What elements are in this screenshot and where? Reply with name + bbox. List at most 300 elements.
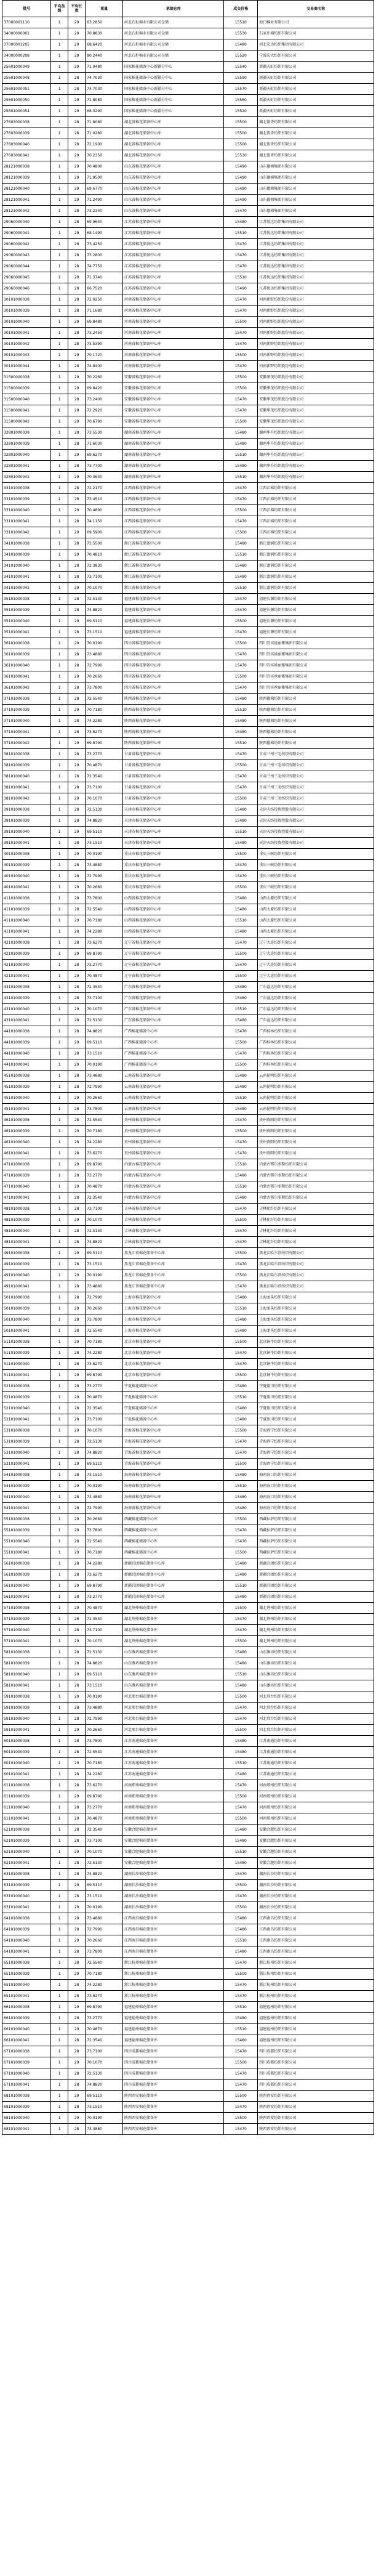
deal-price-cell: 15480 [224, 39, 258, 51]
batch-number-cell: 52101000038 [2, 1381, 51, 1392]
warehouse-cell: 福建福州棉花储备库 [123, 2002, 224, 2013]
batch-number-cell: 34000000001 [2, 28, 51, 39]
trader-name-cell: 浙江富润纺织有限公司 [258, 549, 374, 561]
weight-cell: 73.7100 [86, 993, 123, 1004]
batch-number-cell: 30101000039 [2, 306, 51, 317]
warehouse-cell: 安徽合肥棉花储备库 [123, 1847, 224, 1858]
table-row [2, 1614, 374, 1625]
table-row [2, 1204, 374, 1215]
deal-price-cell: 15470 [224, 771, 258, 782]
warehouse-cell: 湖南长沙棉花储备库 [123, 1902, 224, 1913]
table-row [2, 283, 374, 294]
table-row [2, 1181, 374, 1193]
header-average-grade: 平均品级 [51, 1, 68, 17]
table-row [2, 1747, 374, 1758]
deal-price-cell: 15500 [224, 1813, 258, 1825]
weight-cell: 72.5540 [86, 1958, 123, 1969]
average-length-cell: 28 [68, 2080, 86, 2091]
table-row [2, 17, 374, 28]
warehouse-cell: 安徽合肥棉花储备库 [123, 1858, 224, 1869]
batch-number-cell: 51101000038 [2, 1337, 51, 1348]
average-grade-cell: 1 [51, 1869, 68, 1880]
trader-name-cell: 广东溢达纺织有限公司 [258, 1004, 374, 1015]
deal-price-cell: 15510 [224, 272, 258, 283]
batch-number-cell: 25601000051 [2, 84, 51, 95]
deal-price-cell: 15480 [224, 1193, 258, 1204]
warehouse-cell: 山东省棉花储备中心库 [123, 184, 224, 195]
batch-number-cell: 51101000041 [2, 1370, 51, 1381]
table-row [2, 261, 374, 272]
weight-cell: 73.2340 [86, 206, 123, 217]
weight-cell: 73.1510 [86, 2102, 123, 2113]
warehouse-cell: 上海市棉花储备中心库 [123, 1314, 224, 1326]
table-row [2, 793, 374, 804]
warehouse-cell: 云南省棉花储备中心库 [123, 1071, 224, 1082]
average-grade-cell: 1 [51, 782, 68, 793]
weight-cell: 70.2660 [86, 1303, 123, 1314]
trader-name-cell: 河南郑州纺织有限公司 [258, 1802, 374, 1813]
table-row [2, 1969, 374, 1980]
average-length-cell: 29 [68, 1303, 86, 1314]
warehouse-cell: 江苏省棉花储备中心库 [123, 261, 224, 272]
weight-cell: 73.6270 [86, 1991, 123, 2002]
table-row [2, 1215, 374, 1226]
deal-price-cell: 15480 [224, 1314, 258, 1326]
trader-name-cell: 湖北荆州纺织有限公司 [258, 1636, 374, 1647]
weight-cell: 70.2660 [86, 882, 123, 893]
average-grade-cell: 1 [51, 904, 68, 915]
warehouse-cell: 陕西省棉花储备中心库 [123, 716, 224, 727]
average-length-cell: 29 [68, 1791, 86, 1802]
trader-name-cell: 黑龙江哈尔滨纺织有限公司 [258, 1270, 374, 1281]
weight-cell: 70.0190 [86, 1059, 123, 1071]
warehouse-cell: 吉林省棉花储备中心库 [123, 1226, 224, 1237]
average-length-cell: 29 [68, 1370, 86, 1381]
trader-name-cell: 辽宁大连纺织有限公司 [258, 971, 374, 982]
warehouse-cell: 湖南省棉花储备中心库 [123, 461, 224, 472]
weight-cell: 73.4880 [86, 2124, 123, 2135]
deal-price-cell: 15510 [224, 1481, 258, 1492]
average-grade-cell: 1 [51, 1703, 68, 1714]
batch-number-cell: 44101000038 [2, 1026, 51, 1037]
batch-number-cell: 33101000042 [2, 527, 51, 538]
average-grade-cell: 1 [51, 982, 68, 993]
weight-cell: 73.7100 [86, 1625, 123, 1636]
batch-number-cell: 25601000049 [2, 62, 51, 73]
table-row [2, 317, 374, 328]
trader-name-cell: 内蒙古鄂尔多斯纺织有限公司 [258, 1193, 374, 1204]
batch-number-cell: 35101000039 [2, 605, 51, 616]
deal-price-cell: 15470 [224, 1958, 258, 1969]
batch-number-cell: 54101000039 [2, 1481, 51, 1492]
trader-name-cell: 江西南昌纺织有限公司 [258, 1913, 374, 1924]
table-row [2, 993, 374, 1004]
average-length-cell: 28 [68, 1747, 86, 1758]
weight-cell: 71.1680 [86, 306, 123, 317]
deal-price-cell: 15510 [224, 1181, 258, 1193]
average-length-cell: 28 [68, 804, 86, 816]
deal-price-cell: 15470 [224, 1703, 258, 1714]
weight-cell: 73.7100 [86, 1204, 123, 1215]
deal-price-cell: 15480 [224, 439, 258, 450]
deal-price-cell: 15570 [224, 84, 258, 95]
weight-cell: 69.5110 [86, 1880, 123, 1891]
average-grade-cell: 1 [51, 1958, 68, 1969]
trader-name-cell: 山西太原纺织有限公司 [258, 926, 374, 938]
warehouse-cell: 河南省棉花储备中心库 [123, 339, 224, 350]
warehouse-cell: 安徽省棉花储备中心库 [123, 383, 224, 394]
average-grade-cell: 1 [51, 993, 68, 1004]
warehouse-cell: 四川省棉花储备中心库 [123, 638, 224, 649]
average-length-cell: 28 [68, 2013, 86, 2024]
batch-number-cell: 37101000040 [2, 716, 51, 727]
table-row [2, 383, 374, 394]
warehouse-cell: 辽宁省棉花储备中心库 [123, 938, 224, 949]
trader-name-cell: 湖南长沙纺织有限公司 [258, 1869, 374, 1880]
weight-cell: 74.8820 [86, 605, 123, 616]
average-grade-cell: 1 [51, 1980, 68, 1991]
average-grade-cell: 1 [51, 1137, 68, 1148]
table-row [2, 1159, 374, 1170]
warehouse-cell: 宁夏棉花储备中心库 [123, 1414, 224, 1425]
average-grade-cell: 1 [51, 306, 68, 317]
trader-name-cell: 陕西德棉纺织有限公司 [258, 705, 374, 716]
data-sheet [2, 0, 374, 2135]
warehouse-cell: 湖北省棉花储备中心库 [123, 117, 224, 128]
trader-name-cell: 新疆天虹纺织有限公司 [258, 62, 374, 73]
trader-name-cell: 山东德棉集团有限公司 [258, 195, 374, 206]
weight-cell: 80.2440 [86, 51, 123, 62]
trader-name-cell: 河南新野纺织股份有限公司 [258, 294, 374, 306]
warehouse-cell: 黑龙江省棉花储备中心库 [123, 1281, 224, 1292]
weight-cell: 73.2770 [86, 960, 123, 971]
average-grade-cell: 1 [51, 17, 68, 28]
batch-number-cell: 64101000038 [2, 1913, 51, 1924]
table-row [2, 1082, 374, 1093]
average-length-cell: 28 [68, 2102, 86, 2113]
trader-name-cell: 湖南华升纺织股份有限公司 [258, 427, 374, 439]
average-grade-cell: 1 [51, 1248, 68, 1259]
trader-name-cell: 海门棉业有限公司 [258, 17, 374, 28]
average-grade-cell: 1 [51, 1536, 68, 1547]
table-row [2, 1037, 374, 1048]
table-row [2, 361, 374, 372]
deal-price-cell: 15480 [224, 1403, 258, 1414]
average-length-cell: 29 [68, 228, 86, 239]
average-length-cell: 29 [68, 1425, 86, 1436]
trader-name-cell: 黑龙江哈尔滨纺织有限公司 [258, 1259, 374, 1270]
batch-number-cell: 25601000054 [2, 106, 51, 117]
table-row [2, 1825, 374, 1836]
deal-price-cell: 15470 [224, 1891, 258, 1902]
average-grade-cell: 1 [51, 671, 68, 682]
table-row [2, 1924, 374, 1935]
average-grade-cell: 1 [51, 95, 68, 106]
deal-price-cell: 15470 [224, 516, 258, 527]
warehouse-cell: 安徽合肥棉花储备库 [123, 1825, 224, 1836]
table-row [2, 39, 374, 51]
average-length-cell: 29 [68, 1270, 86, 1281]
average-grade-cell: 1 [51, 516, 68, 527]
deal-price-cell: 15500 [224, 1337, 258, 1348]
batch-number-cell: 58101000039 [2, 1658, 51, 1669]
table-row [2, 804, 374, 816]
deal-price-cell: 15470 [224, 1115, 258, 1126]
table-row [2, 2013, 374, 2024]
deal-price-cell: 15500 [224, 1370, 258, 1381]
warehouse-cell: 河南郑州棉花储备库 [123, 1791, 224, 1802]
warehouse-cell: 四川省棉花储备中心库 [123, 682, 224, 694]
batch-number-cell: 40101000040 [2, 871, 51, 882]
average-grade-cell: 1 [51, 106, 68, 117]
average-grade-cell: 1 [51, 439, 68, 450]
batch-number-cell: 36101000038 [2, 638, 51, 649]
weight-cell: 70.0190 [86, 2113, 123, 2124]
warehouse-cell: 宁夏棉花储备中心库 [123, 1392, 224, 1403]
deal-price-cell: 15480 [224, 1381, 258, 1392]
batch-number-cell: 34101000040 [2, 561, 51, 572]
average-grade-cell: 1 [51, 161, 68, 172]
average-grade-cell: 1 [51, 1935, 68, 1946]
weight-cell: 70.1720 [86, 350, 123, 361]
average-length-cell: 29 [68, 1669, 86, 1680]
average-grade-cell: 1 [51, 1492, 68, 1503]
average-length-cell: 28 [68, 306, 86, 317]
average-length-cell: 28 [68, 1470, 86, 1481]
warehouse-cell: 新疆兵团棉花储备中心库 [123, 1569, 224, 1581]
trader-name-cell: 甘肃兰州三毛纺织有限公司 [258, 782, 374, 793]
deal-price-cell: 15470 [224, 2080, 258, 2091]
table-row [2, 117, 374, 128]
weight-cell: 74.2280 [86, 1348, 123, 1359]
batch-number-cell: 59101000041 [2, 1725, 51, 1736]
table-row [2, 427, 374, 439]
warehouse-cell: 广东省棉花储备中心库 [123, 1015, 224, 1026]
average-length-cell: 28 [68, 1891, 86, 1902]
weight-cell: 70.2260 [86, 372, 123, 383]
weight-cell: 69.5110 [86, 827, 123, 838]
warehouse-cell: 国家棉花储备中心新疆分中心 [123, 62, 224, 73]
deal-price-cell: 15480 [224, 561, 258, 572]
table-row [2, 1514, 374, 1525]
batch-number-cell: 34101000038 [2, 538, 51, 549]
table-row [2, 1603, 374, 1614]
trader-name-cell: 海南海口纺织有限公司 [258, 1470, 374, 1481]
average-grade-cell: 1 [51, 1303, 68, 1314]
deal-price-cell: 15510 [224, 738, 258, 749]
average-grade-cell: 1 [51, 450, 68, 461]
table-row [2, 1492, 374, 1503]
average-length-cell: 28 [68, 1680, 86, 1691]
batch-number-cell: 55101000039 [2, 1525, 51, 1536]
warehouse-cell: 广西棉花储备中心库 [123, 1037, 224, 1048]
average-grade-cell: 1 [51, 2080, 68, 2091]
warehouse-cell: 贵州省棉花储备中心库 [123, 1148, 224, 1159]
average-grade-cell: 1 [51, 1847, 68, 1858]
average-grade-cell: 1 [51, 649, 68, 660]
average-grade-cell: 1 [51, 638, 68, 649]
warehouse-cell: 甘肃省棉花储备中心库 [123, 782, 224, 793]
trader-name-cell: 新疆天虹纺织有限公司 [258, 106, 374, 117]
average-length-cell: 29 [68, 317, 86, 328]
batch-number-cell: 43101000040 [2, 1004, 51, 1015]
warehouse-cell: 山东潍坊棉花储备库 [123, 1658, 224, 1669]
trader-name-cell: 福建长源纺织有限公司 [258, 627, 374, 638]
weight-cell: 74.2280 [86, 1137, 123, 1148]
table-row [2, 339, 374, 350]
table-body [2, 17, 374, 2135]
weight-cell: 73.5530 [86, 427, 123, 439]
average-length-cell: 29 [68, 882, 86, 893]
weight-cell: 70.1070 [86, 1847, 123, 1858]
average-grade-cell: 1 [51, 283, 68, 294]
deal-price-cell: 15500 [224, 1969, 258, 1980]
warehouse-cell: 重庆市棉花储备中心库 [123, 882, 224, 893]
average-length-cell: 28 [68, 461, 86, 472]
trader-name-cell: 江西南昌纺织有限公司 [258, 1935, 374, 1946]
batch-number-cell: 57101000040 [2, 1625, 51, 1636]
trader-name-cell: 浙江杭州纺织有限公司 [258, 1991, 374, 2002]
warehouse-cell: 天津市棉花储备中心库 [123, 816, 224, 827]
warehouse-cell: 山西省棉花储备中心库 [123, 893, 224, 904]
trader-name-cell: 湖南华升纺织股份有限公司 [258, 439, 374, 450]
trader-name-cell: 广西桂林纺织有限公司 [258, 1037, 374, 1048]
deal-price-cell: 15470 [224, 1625, 258, 1636]
trader-name-cell: 上海龙头纺织有限公司 [258, 1303, 374, 1314]
warehouse-cell: 新疆兵团棉花储备中心库 [123, 1581, 224, 1592]
weight-cell: 70.4870 [86, 1603, 123, 1614]
trader-name-cell: 西藏拉萨纺织有限公司 [258, 1525, 374, 1536]
average-grade-cell: 1 [51, 1093, 68, 1104]
batch-number-cell: 54101000040 [2, 1492, 51, 1503]
average-grade-cell: 1 [51, 1802, 68, 1813]
average-length-cell: 29 [68, 1935, 86, 1946]
trader-name-cell: 江西江棉纺织有限公司 [258, 494, 374, 505]
average-length-cell: 28 [68, 1204, 86, 1215]
trader-name-cell: 河北邢台纺织有限公司 [258, 1725, 374, 1736]
average-grade-cell: 1 [51, 195, 68, 206]
trader-name-cell: 广西桂林纺织有限公司 [258, 1048, 374, 1059]
table-row [2, 139, 374, 150]
average-grade-cell: 1 [51, 971, 68, 982]
weight-cell: 72.7990 [86, 660, 123, 671]
average-length-cell: 28 [68, 1625, 86, 1636]
deal-price-cell: 15500 [224, 949, 258, 960]
trader-name-cell: 新疆兵团纺织有限公司 [258, 1569, 374, 1581]
trader-name-cell: 天津天纺投资控股有限公司 [258, 827, 374, 838]
weight-cell: 72.3540 [86, 982, 123, 993]
deal-price-cell: 15500 [224, 2113, 258, 2124]
batch-number-cell: 58101000038 [2, 1647, 51, 1658]
average-grade-cell: 1 [51, 682, 68, 694]
batch-number-cell: 32801000040 [2, 450, 51, 461]
table-row [2, 1581, 374, 1592]
warehouse-cell: 湖北省棉花储备中心库 [123, 139, 224, 150]
table-row [2, 372, 374, 383]
warehouse-cell: 西藏棉花储备中心库 [123, 1525, 224, 1536]
deal-price-cell: 15470 [224, 871, 258, 882]
batch-number-cell: 65101000041 [2, 1991, 51, 2002]
average-grade-cell: 1 [51, 1126, 68, 1137]
weight-cell: 69.5110 [86, 616, 123, 627]
average-grade-cell: 1 [51, 827, 68, 838]
average-length-cell: 29 [68, 915, 86, 926]
table-row [2, 1115, 374, 1126]
average-length-cell: 29 [68, 1093, 86, 1104]
batch-number-cell: 62101000040 [2, 1847, 51, 1858]
table-row [2, 1481, 374, 1492]
weight-cell: 69.8790 [86, 1159, 123, 1170]
header-trader-name: 交易商名称 [258, 1, 374, 17]
trader-name-cell: 甘肃兰州三毛纺织有限公司 [258, 760, 374, 771]
deal-price-cell: 15500 [224, 117, 258, 128]
average-length-cell: 29 [68, 28, 86, 39]
average-grade-cell: 1 [51, 1503, 68, 1514]
table-row [2, 1414, 374, 1425]
weight-cell: 72.5130 [86, 1226, 123, 1237]
average-length-cell: 29 [68, 549, 86, 561]
trader-name-cell: 上海龙头纺织有限公司 [258, 1314, 374, 1326]
average-grade-cell: 1 [51, 1159, 68, 1170]
average-length-cell: 28 [68, 283, 86, 294]
batch-number-cell: 49101000038 [2, 1248, 51, 1259]
trader-name-cell: 宁夏银川纺织有限公司 [258, 1392, 374, 1403]
average-grade-cell: 1 [51, 1481, 68, 1492]
trader-name-cell: 宁夏银川纺织有限公司 [258, 1414, 374, 1425]
trader-name-cell: 江苏悦达纺织集团有限公司 [258, 228, 374, 239]
average-grade-cell: 1 [51, 926, 68, 938]
average-length-cell: 29 [68, 106, 86, 117]
trader-name-cell: 江西江棉纺织有限公司 [258, 516, 374, 527]
warehouse-cell: 国家棉花储备中心新疆分中心 [123, 73, 224, 84]
warehouse-cell: 北京市棉花储备中心库 [123, 1348, 224, 1359]
batch-number-cell: 48101000039 [2, 1215, 51, 1226]
trader-name-cell: 湖北银杏纺织有限公司 [258, 117, 374, 128]
average-grade-cell: 1 [51, 2046, 68, 2057]
deal-price-cell: 15490 [224, 161, 258, 172]
deal-price-cell: 15470 [224, 960, 258, 971]
average-length-cell: 28 [68, 904, 86, 915]
weight-cell: 68.6420 [86, 39, 123, 51]
warehouse-cell: 江苏省棉花储备中心库 [123, 250, 224, 261]
average-grade-cell: 1 [51, 1037, 68, 1048]
weight-cell: 73.6270 [86, 1569, 123, 1581]
trader-name-cell: 广西桂林纺织有限公司 [258, 1059, 374, 1071]
batch-number-cell: 56101000039 [2, 1569, 51, 1581]
average-length-cell: 29 [68, 1969, 86, 1980]
average-grade-cell: 1 [51, 616, 68, 627]
batch-number-cell: 42101000038 [2, 938, 51, 949]
deal-price-cell: 15470 [224, 782, 258, 793]
average-grade-cell: 1 [51, 1193, 68, 1204]
trader-name-cell: 贵州贵阳纺织有限公司 [258, 1126, 374, 1137]
table-row [2, 649, 374, 660]
trader-name-cell: 湖南长沙纺织有限公司 [258, 1891, 374, 1902]
trader-name-cell: 新疆天虹纺织有限公司 [258, 95, 374, 106]
average-length-cell: 29 [68, 195, 86, 206]
weight-cell: 72.0250 [86, 294, 123, 306]
average-length-cell: 28 [68, 1592, 86, 1603]
average-length-cell: 28 [68, 871, 86, 882]
trader-name-cell: 上海龙头纺织有限公司 [258, 1326, 374, 1337]
trader-name-cell: 西藏拉萨纺织有限公司 [258, 1514, 374, 1525]
average-length-cell: 28 [68, 1381, 86, 1392]
deal-price-cell: 15510 [224, 1392, 258, 1403]
table-row [2, 738, 374, 749]
deal-price-cell: 15510 [224, 549, 258, 561]
average-grade-cell: 1 [51, 1115, 68, 1126]
warehouse-cell: 青海省棉花储备中心库 [123, 1448, 224, 1459]
